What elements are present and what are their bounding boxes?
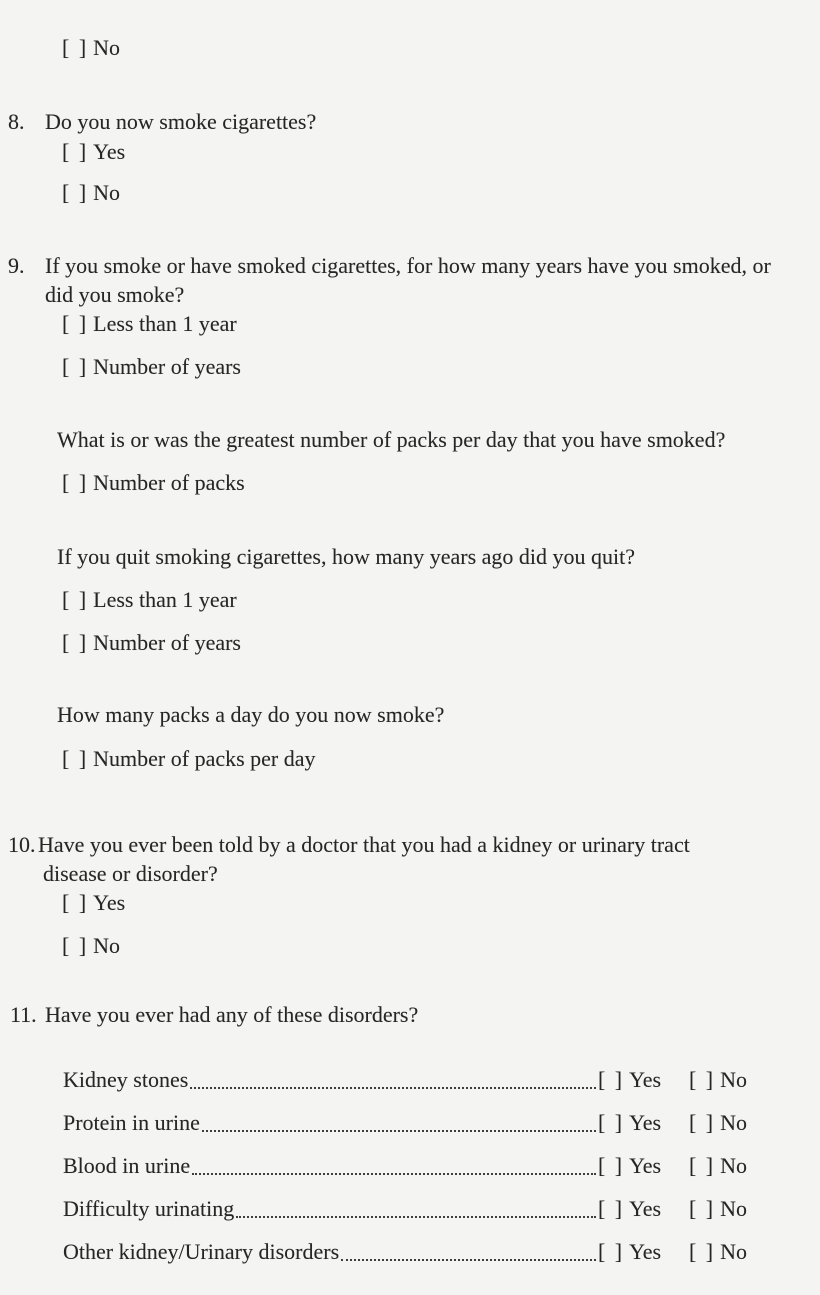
checkbox[interactable]: [ ] [597,1153,625,1178]
checkbox[interactable]: [ ] [62,587,89,612]
checkbox-label: Number of years [93,630,241,655]
checkbox-label: Yes [93,890,126,915]
question-9-text-line2: did you smoke? [45,282,185,307]
yes-option [598,1151,689,1180]
question-9-number-of-years-option [62,352,241,381]
checkbox-label: Less than 1 year [93,311,237,336]
checkbox[interactable]: [ ] [597,1067,625,1092]
question-8-text: Do you now smoke cigarettes? [45,109,317,134]
checkbox-label: No [93,180,121,205]
checkbox[interactable]: [ ] [688,1067,716,1092]
checkbox[interactable]: [ ] [62,180,89,205]
question-9-number-of-packs-per-day-option [62,744,316,773]
checkbox[interactable]: [ ] [62,470,89,495]
dotted-leader [236,1216,596,1218]
disorder-label: Kidney stones [63,1067,189,1092]
checkbox[interactable]: [ ] [688,1196,716,1221]
checkbox-label: Number of packs [93,470,245,495]
question-10-yes-option [62,888,125,917]
checkbox-label: No [720,1067,747,1092]
disorder-row-kidney-stones [63,1065,747,1094]
checkbox-label: No [93,933,121,958]
disorder-label: Blood in urine [63,1153,191,1178]
checkbox-label: Yes [629,1196,662,1221]
no-option [689,1194,747,1223]
checkbox[interactable]: [ ] [62,311,89,336]
disorder-label: Other kidney/Urinary disorders [63,1239,340,1264]
checkbox[interactable]: [ ] [62,139,89,164]
disorder-row-protein-in-urine [63,1108,747,1137]
checkbox-label: No [720,1153,747,1178]
question-9-text-line1: If you smoke or have smoked cigarettes, for how many years have you smoked, or [45,253,771,278]
prior-question-no-option [62,33,120,62]
checkbox[interactable]: [ ] [62,630,89,655]
checkbox-label: Number of years [93,354,241,379]
question-9-number-of-packs-option [62,468,245,497]
yes-option [598,1237,689,1266]
disorder-label: Protein in urine [63,1110,200,1135]
checkbox-label: Less than 1 year [93,587,237,612]
disorder-row-blood-in-urine [63,1151,747,1180]
disorder-row-other-kidney-urinary [63,1237,747,1266]
no-option [689,1237,747,1266]
question-9-sub2-less-than-1-year-option [62,585,237,614]
no-option [689,1108,747,1137]
checkbox-label: No [720,1196,747,1221]
checkbox-label: Yes [629,1239,662,1264]
question-8-number: 8. [8,109,25,134]
question-9-number: 9. [8,253,25,278]
disorder-row-difficulty-urinating [63,1194,747,1223]
question-9-less-than-1-year-option [62,309,237,338]
checkbox-label: No [720,1239,747,1264]
disorder-label: Difficulty urinating [63,1196,235,1221]
checkbox[interactable]: [ ] [597,1196,625,1221]
question-9-sub3-text: How many packs a day do you now smoke? [57,702,445,727]
checkbox[interactable]: [ ] [688,1153,716,1178]
question-11-text: Have you ever had any of these disorders? [45,1002,419,1027]
question-10-text-line1: Have you ever been told by a doctor that you had a kidney or urinary tract [38,832,690,857]
checkbox[interactable]: [ ] [62,746,89,771]
dotted-leader [341,1259,596,1261]
checkbox-label: Yes [629,1153,662,1178]
checkbox-label: Yes [93,139,126,164]
question-9-sub2-text: If you quit smoking cigarettes, how many years ago did you quit? [57,544,635,569]
checkbox[interactable]: [ ] [688,1239,716,1264]
yes-option [598,1194,689,1223]
checkbox-label: Yes [629,1067,662,1092]
checkbox[interactable]: [ ] [62,354,89,379]
yes-option [598,1065,689,1094]
question-8-yes-option [62,137,125,166]
checkbox[interactable]: [ ] [62,890,89,915]
dotted-leader [190,1087,596,1089]
checkbox[interactable]: [ ] [688,1110,716,1135]
checkbox-label: Yes [629,1110,662,1135]
question-8-no-option [62,178,120,207]
checkbox-label: No [93,35,121,60]
checkbox-label: No [720,1110,747,1135]
no-option [689,1065,747,1094]
question-10-text-line2: disease or disorder? [43,861,218,886]
checkbox-label: Number of packs per day [93,746,316,771]
question-9-sub1-text: What is or was the greatest number of packs per day that you have smoked? [57,427,726,452]
dotted-leader [202,1130,596,1132]
question-10-number: 10. [8,832,36,857]
checkbox[interactable]: [ ] [597,1110,625,1135]
no-option [689,1151,747,1180]
dotted-leader [192,1173,596,1175]
question-11-number: 11. [10,1002,37,1027]
question-9-sub2-number-of-years-option [62,628,241,657]
checkbox[interactable]: [ ] [597,1239,625,1264]
checkbox[interactable]: [ ] [62,35,89,60]
question-10-no-option [62,931,120,960]
yes-option [598,1108,689,1137]
checkbox[interactable]: [ ] [62,933,89,958]
